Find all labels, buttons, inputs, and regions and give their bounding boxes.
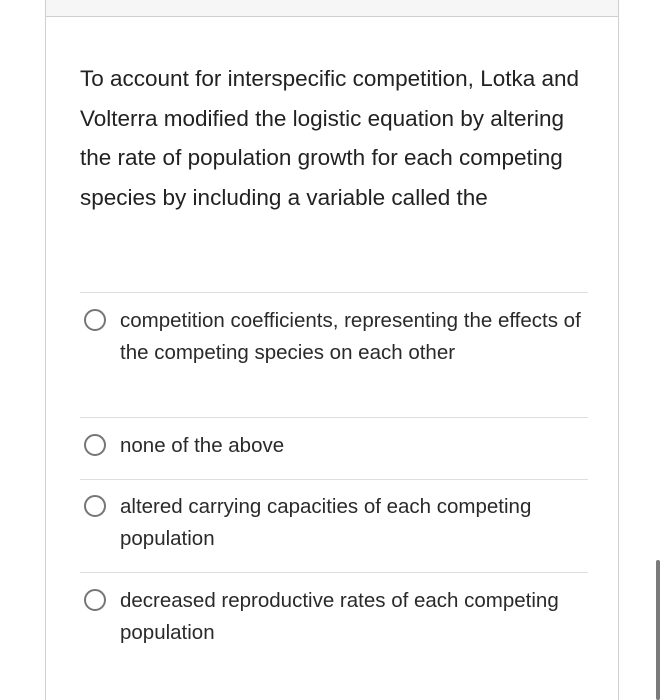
- answer-option-decreased-reproductive-rates[interactable]: [84, 585, 594, 648]
- vertical-scrollbar[interactable]: [656, 560, 660, 700]
- answer-divider: [80, 572, 588, 573]
- radio-unchecked-icon[interactable]: [84, 495, 106, 517]
- answer-divider: [80, 417, 588, 418]
- question-text: To account for interspecific competition, Lotka and Volterra modified the logistic equation by altering the rate of population growth for each competing species by including a variable called the: [80, 66, 580, 210]
- radio-unchecked-icon[interactable]: [84, 309, 106, 331]
- answer-option-none-of-the-above[interactable]: [84, 430, 594, 462]
- answer-option-competition-coefficients[interactable]: [84, 305, 594, 368]
- answer-divider: [80, 292, 588, 293]
- answer-option-label: none of the above: [120, 434, 285, 457]
- answer-option-label: decreased reproductive rates of each competing population: [120, 589, 559, 644]
- question-card: [45, 0, 619, 700]
- radio-unchecked-icon[interactable]: [84, 434, 106, 456]
- answer-option-label: competition coefficients, representing the effects of the competing species on each other: [120, 309, 581, 364]
- answer-divider: [80, 479, 588, 480]
- answer-option-altered-carrying-capacities[interactable]: [84, 491, 594, 554]
- card-top-bar: [46, 0, 618, 17]
- radio-unchecked-icon[interactable]: [84, 589, 106, 611]
- answer-option-label: altered carrying capacities of each competing population: [120, 495, 532, 550]
